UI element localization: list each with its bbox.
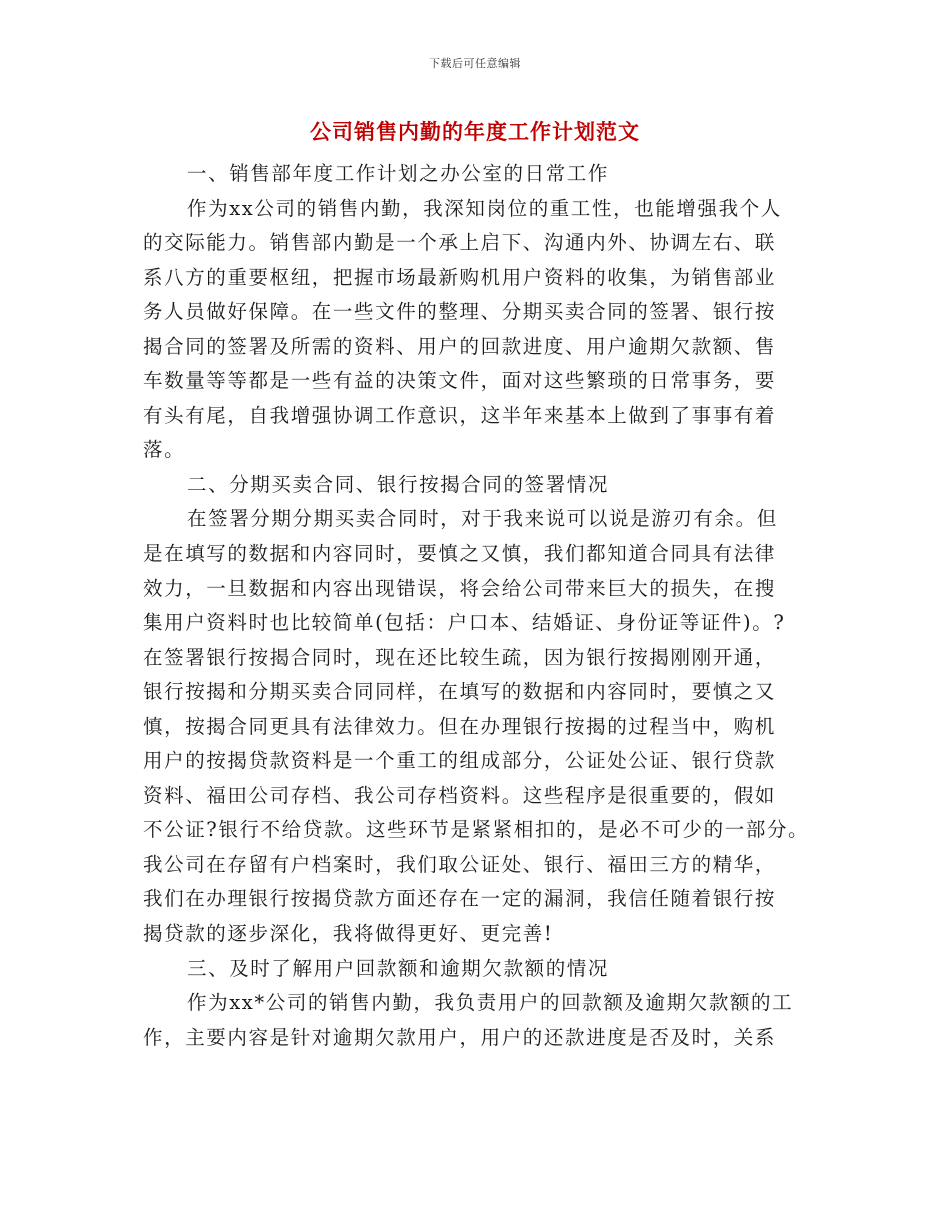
document-title: 公司销售内勤的年度工作计划范文	[310, 119, 640, 144]
paragraph-line: 作为xx*公司的销售内勤，我负责用户的回款额及逾期欠款额的工	[187, 991, 794, 1015]
paragraph-line: 作为xx公司的销售内勤，我深知岗位的重工性，也能增强我个人	[187, 196, 782, 220]
body-text	[143, 157, 823, 1055]
paragraph-line: 的交际能力。销售部内勤是一个承上启下、沟通内外、协调左右、联	[143, 231, 777, 255]
paragraph-line: 落。	[143, 438, 186, 462]
paragraph-line: 我们在办理银行按揭贷款方面还存在一定的漏洞，我信任随着银行按	[143, 887, 777, 911]
paragraph-line: 作，主要内容是针对逾期欠款用户，用户的还款进度是否及时，关系	[143, 1025, 777, 1049]
header-note: 下载后可任意编辑	[429, 57, 521, 70]
paragraph-line: 在签署分期分期买卖合同时，对于我来说可以说是游刃有余。但	[187, 507, 778, 531]
paragraph-line: 资料、福田公司存档、我公司存档资料。这些程序是很重要的，假如	[143, 783, 777, 807]
paragraph-line: 银行按揭和分期买卖合同同样，在填写的数据和内容同时，要慎之又	[143, 680, 777, 704]
paragraph-line: 三、及时了解用户回款额和逾期欠款额的情况	[187, 956, 610, 980]
paragraph-line: 不公证?银行不给贷款。这些环节是紧紧相扣的，是必不可少的一部分。	[143, 818, 810, 842]
paragraph-line: 揭合同的签署及所需的资料、用户的回款进度、用户逾期欠款额、售	[143, 334, 777, 358]
paragraph-line: 效力，一旦数据和内容出现错误，将会给公司带来巨大的损失，在搜	[143, 576, 777, 600]
paragraph-line: 务人员做好保障。在一些文件的整理、分期买卖合同的签署、银行按	[143, 300, 777, 324]
paragraph-line: 有头有尾，自我增强协调工作意识，这半年来基本上做到了事事有着	[143, 403, 777, 427]
paragraph-line: 揭贷款的逐步深化，我将做得更好、更完善!	[143, 922, 554, 946]
paragraph-line: 我公司在存留有户档案时，我们取公证处、银行、福田三方的精华，	[143, 852, 777, 876]
paragraph-line: 车数量等等都是一些有益的决策文件，面对这些繁琐的日常事务，要	[143, 369, 777, 393]
paragraph-line: 在签署银行按揭合同时，现在还比较生疏，因为银行按揭刚刚开通，	[143, 645, 777, 669]
paragraph-line: 系八方的重要枢纽，把握市场最新购机用户资料的收集，为销售部业	[143, 265, 777, 289]
paragraph-line: 一、销售部年度工作计划之办公室的日常工作	[187, 162, 610, 185]
paragraph-line: 二、分期买卖合同、银行按揭合同的签署情况	[187, 472, 610, 496]
paragraph-line: 用户的按揭贷款资料是一个重工的组成部分，公证处公证、银行贷款	[143, 749, 777, 773]
paragraph-line: 慎，按揭合同更具有法律效力。但在办理银行按揭的过程当中，购机	[143, 714, 777, 738]
paragraph-line: 是在填写的数据和内容同时，要慎之又慎，我们都知道合同具有法律	[143, 542, 777, 566]
paragraph-line: 集用户资料时也比较简单(包括：户口本、结婚证、身份证等证件)。?	[143, 611, 786, 635]
